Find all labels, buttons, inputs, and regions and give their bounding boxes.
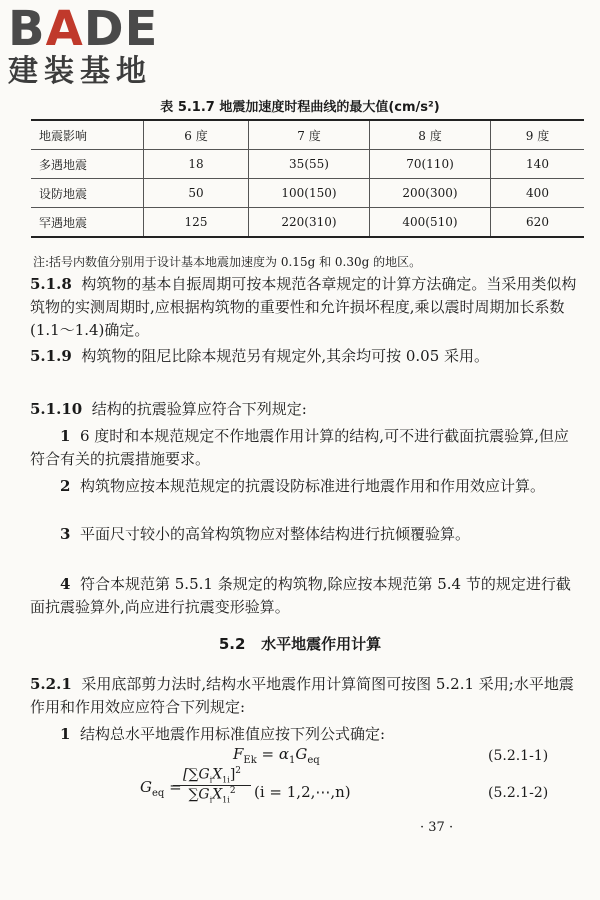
- table-row: [31, 150, 584, 179]
- clause-5-1-8: [30, 273, 578, 342]
- clause-text: 构筑物的阻尼比除本规范另有规定外,其余均可按 0.05 采用。: [81, 347, 490, 365]
- table-cell: 200(300): [370, 179, 491, 208]
- logo-subtitle: 建装基地: [8, 54, 152, 89]
- section-title-text: 水平地震作用计算: [261, 635, 382, 653]
- page-number: · 37 ·: [420, 820, 454, 835]
- clause-5-2-1: [30, 673, 578, 719]
- table-header-row: [31, 120, 584, 150]
- clause-5-2-1-item-1: [30, 723, 578, 746]
- clause-number: 5.1.8: [30, 275, 72, 293]
- clause-number: 5.1.9: [30, 347, 72, 365]
- formula-number: (5.2.1-2): [488, 785, 549, 801]
- item-number: 1: [60, 725, 71, 743]
- table-cell: 620: [491, 208, 585, 238]
- clause-number: 5.1.10: [30, 400, 83, 418]
- table-cell: 140: [491, 150, 585, 179]
- formula-5-2-1-2-lhs: $G_{eq}$ =: [140, 778, 182, 799]
- clause-number: 5.2.1: [30, 675, 72, 693]
- formula-range: (i = 1,2,⋯,n): [254, 783, 351, 801]
- formula-5-2-1-2-fraction: [173, 766, 251, 805]
- table-cell: 50: [144, 179, 249, 208]
- table-cell: 多遇地震: [31, 150, 144, 179]
- table-header-cell: 9 度: [491, 120, 585, 150]
- table-cell: 400: [491, 179, 585, 208]
- clause-item-1: [30, 425, 578, 471]
- table-header-cell: 地震影响: [31, 120, 144, 150]
- item-number: 1: [60, 427, 71, 445]
- table-row: [31, 179, 584, 208]
- clause-5-1-9: [30, 345, 578, 368]
- item-number: 3: [60, 525, 71, 543]
- table-cell: 设防地震: [31, 179, 144, 208]
- fraction-denominator: $\sum G_iX_{1i}^2$: [188, 786, 236, 805]
- section-number: 5.2: [218, 635, 246, 653]
- acceleration-table: [31, 119, 584, 238]
- item-text: 平面尺寸较小的高耸构筑物应对整体结构进行抗倾覆验算。: [79, 525, 470, 543]
- formula-number: (5.2.1-1): [488, 748, 549, 764]
- table-cell: 220(310): [249, 208, 370, 238]
- table-cell: 100(150): [249, 179, 370, 208]
- clause-text: 采用底部剪力法时,结构水平地震作用计算简图可按图 5.2.1 采用;水平地震作用和作用效应应符合下列规定:: [30, 675, 574, 716]
- item-number: 2: [60, 477, 71, 495]
- site-logo: [8, 1, 159, 90]
- table-cell: 罕遇地震: [31, 208, 144, 238]
- clause-text: 结构的抗震验算应符合下列规定:: [91, 400, 307, 418]
- clause-item-3: [30, 523, 578, 546]
- table-title: 表 5.1.7 地震加速度时程曲线的最大值(cm/s²): [160, 100, 440, 115]
- section-heading: [0, 633, 600, 654]
- logo-wordmark: BADE: [8, 1, 159, 57]
- clause-item-4: [30, 573, 578, 619]
- table-cell: 400(510): [370, 208, 491, 238]
- table-note: 注:括号内数值分别用于设计基本地震加速度为 0.15g 和 0.30g 的地区。: [33, 255, 422, 269]
- table-cell: 70(110): [370, 150, 491, 179]
- clause-5-1-10: [30, 398, 578, 421]
- table-header-cell: 7 度: [249, 120, 370, 150]
- clause-text: 构筑物的基本自振周期可按本规范各章规定的计算方法确定。当采用类似构筑物的实测周期时,应根据构筑物的重要性和允许损坏程度,乘以震时周期加长系数(1.1～1.4)确定。: [30, 275, 577, 339]
- table-row: [31, 208, 584, 238]
- table-header-cell: 6 度: [144, 120, 249, 150]
- table-cell: 35(55): [249, 150, 370, 179]
- item-text: 符合本规范第 5.5.1 条规定的构筑物,除应按本规范第 5.4 节的规定进行截面抗震验算外,尚应进行抗震变形验算。: [30, 575, 571, 616]
- item-text: 6 度时和本规范规定不作地震作用计算的结构,可不进行截面抗震验算,但应符合有关的抗震措施要求。: [30, 427, 569, 468]
- clause-item-2: [30, 475, 578, 498]
- table-cell: 18: [144, 150, 249, 179]
- item-text: 构筑物应按本规范规定的抗震设防标准进行地震作用和作用效应计算。: [79, 477, 545, 495]
- fraction-numerator: $[\sum G_iX_{1i}]^2$: [173, 766, 251, 786]
- table-cell: 125: [144, 208, 249, 238]
- item-number: 4: [60, 575, 71, 593]
- item-text: 结构总水平地震作用标准值应按下列公式确定:: [79, 725, 386, 743]
- formula-5-2-1-1: $F_{Ek} = \alpha_1G_{eq}$: [233, 745, 320, 766]
- table-header-cell: 8 度: [370, 120, 491, 150]
